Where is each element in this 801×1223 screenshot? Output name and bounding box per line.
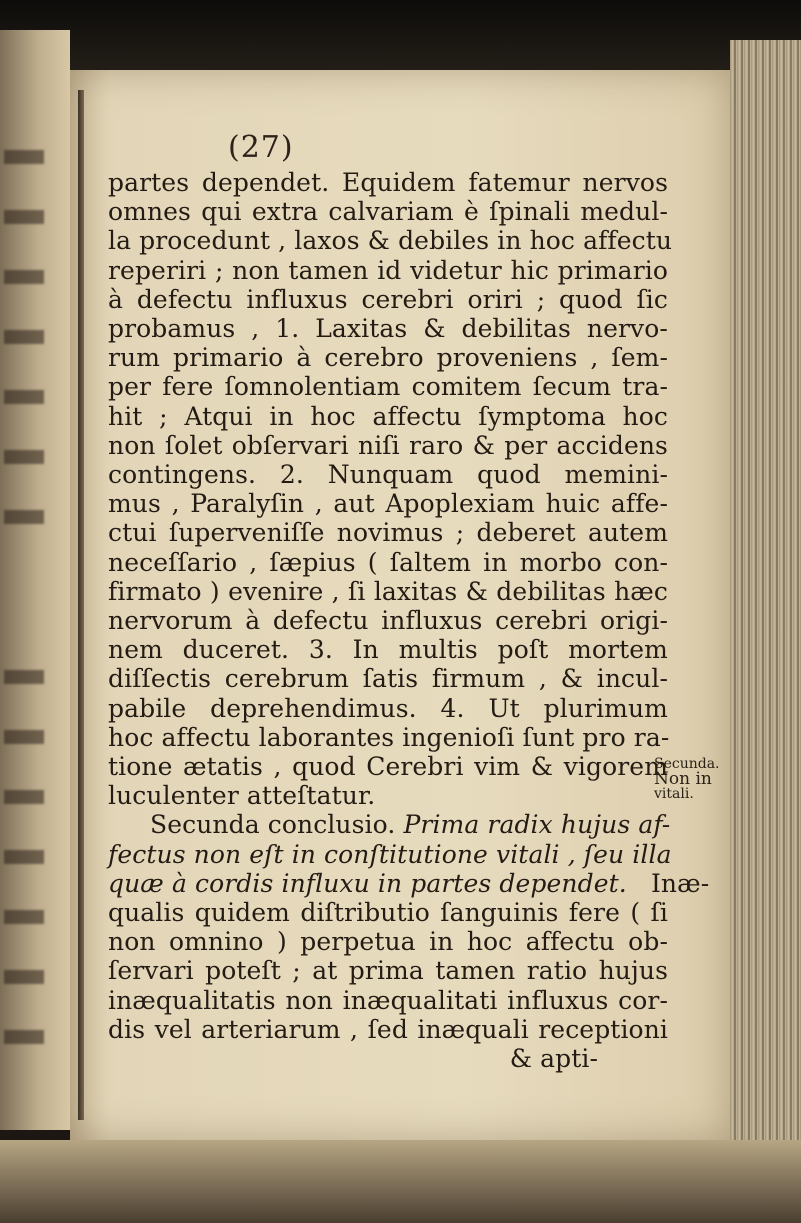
margin-note-line: Secunda. (654, 756, 720, 772)
scan-background-bottom (0, 1140, 801, 1223)
text-line: non ſolet obſervari niſi raro & per accidens (108, 430, 668, 460)
text-line: dis vel arteriarum , ſed inæquali receptioni (108, 1014, 668, 1044)
page-stack-edge (730, 40, 801, 1150)
conclusion-label: Secunda conclusio. (150, 810, 396, 840)
conclusion-thesis-line: fectus non eſt in conſtitutione vitali , ſeu illa (108, 839, 672, 869)
text-line: ſervari poteſt ; at prima tamen ratio hujus (108, 956, 668, 986)
text-line: qualis quidem diſtributio ſanguinis fere ( ſi (108, 898, 668, 928)
bleed-through-mark (4, 210, 44, 224)
text-line: hoc affectu laborantes ingenioſi ſunt pro ra- (108, 722, 670, 752)
bleed-through-mark (4, 390, 44, 404)
bleed-through-mark (4, 790, 44, 804)
text-line: diſſectis cerebrum ſatis firmum , & incul- (108, 664, 668, 694)
conclusion-heading-line (108, 810, 671, 840)
facing-page-edge (0, 30, 70, 1130)
page-gutter (78, 90, 84, 1120)
page-number: (27) (228, 130, 294, 165)
text-fragment: Inæ- (650, 868, 710, 898)
text-line: firmato ) evenire , ſi laxitas & debilitas hæc (108, 576, 668, 606)
bleed-through-mark (4, 330, 44, 344)
text-line: tione ætatis , quod Cerebri vim & vigorem (108, 752, 668, 782)
text-line: rum primario à cerebro proveniens , ſem- (108, 343, 668, 373)
bleed-through-mark (4, 270, 44, 284)
text-line: contingens. 2. Nunquam quod memini- (108, 460, 668, 490)
bleed-through-mark (4, 510, 44, 524)
bleed-through-mark (4, 910, 44, 924)
text-line: non omnino ) perpetua in hoc affectu ob- (108, 927, 668, 957)
text-line: luculenter atteſtatur. (108, 781, 376, 811)
text-line: inæqualitatis non inæqualitati influxus cor- (108, 985, 668, 1015)
bleed-through-mark (4, 970, 44, 984)
text-line: reperiri ; non tamen id videtur hic primario (108, 255, 668, 285)
text-line: la procedunt , laxos & debiles in hoc affectu (108, 226, 673, 256)
catchword: & apti- (509, 1044, 598, 1074)
text-line: omnes qui extra calvariam è ſpinali medul- (108, 197, 668, 227)
bleed-through-mark (4, 450, 44, 464)
text-line: ctui ſuperveniſſe novimus ; deberet autem (108, 518, 668, 548)
margin-note-line: vitali. (654, 786, 694, 802)
text-line: nervorum à defectu influxus cerebri origi- (108, 606, 668, 636)
text-line: neceſſario , ſæpius ( ſaltem in morbo con- (108, 547, 668, 577)
conclusion-thesis-end: quæ à cordis influxu in partes dependet. (108, 868, 627, 898)
bleed-through-mark (4, 850, 44, 864)
text-line: mus , Paralyſin , aut Apoplexiam huic affe- (108, 489, 668, 519)
margin-note (654, 757, 730, 802)
bleed-through-mark (4, 670, 44, 684)
text-line: nem duceret. 3. In multis poſt mortem (108, 635, 668, 665)
conclusion-thesis: Prima radix hujus af- (403, 810, 671, 840)
text-line: à defectu influxus cerebri oriri ; quod ſic (108, 284, 668, 314)
text-line: probamus , 1. Laxitas & debilitas nervo- (108, 314, 668, 344)
text-line: partes dependet. Equidem fatemur nervos (108, 168, 668, 197)
text-line: per fere ſomnolentiam comitem ſecum tra- (108, 372, 668, 402)
body-text (108, 168, 710, 1074)
conclusion-thesis-line (108, 868, 710, 898)
text-line: pabile deprehendimus. 4. Ut plurimum (108, 693, 668, 723)
bleed-through-mark (4, 150, 44, 164)
bleed-through-mark (4, 1030, 44, 1044)
text-line: hit ; Atqui in hoc affectu ſymptoma hoc (108, 401, 668, 431)
margin-note-line: Non in (654, 769, 712, 789)
bleed-through-mark (4, 730, 44, 744)
